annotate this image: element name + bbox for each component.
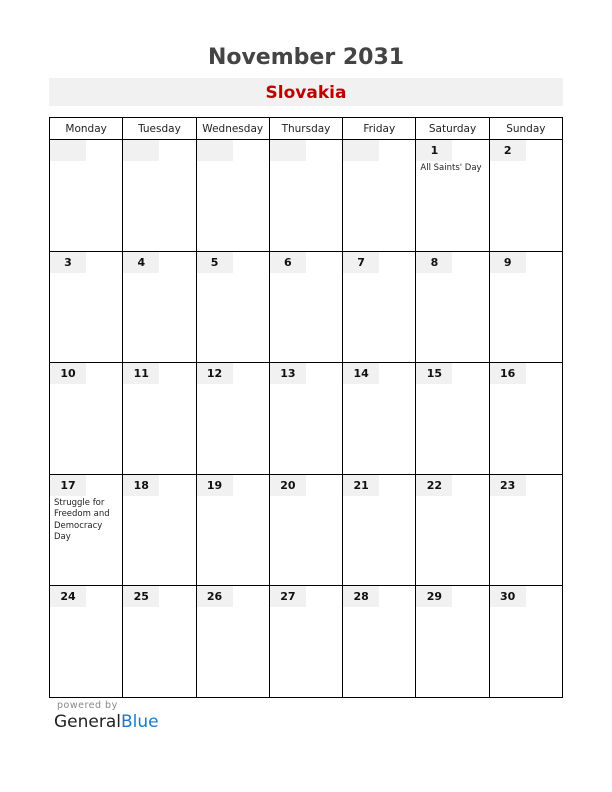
day-number: [197, 140, 233, 161]
day-cell: [416, 363, 489, 475]
day-cell: [123, 586, 196, 698]
day-cell: [123, 140, 196, 252]
week-row: [50, 474, 563, 586]
day-number: 4: [123, 252, 159, 273]
day-cell: [196, 586, 269, 698]
calendar-grid: [49, 117, 563, 698]
country-banner: Slovakia: [49, 78, 563, 106]
powered-by-label: powered by: [57, 700, 118, 711]
day-cell: [269, 140, 342, 252]
day-cell: [269, 251, 342, 363]
weekday-header: Monday: [50, 118, 123, 140]
day-cell: [416, 140, 489, 252]
day-cell: [343, 140, 416, 252]
day-number: 11: [123, 363, 159, 384]
day-number: 22: [416, 475, 452, 496]
day-number: [50, 140, 86, 161]
week-row: [50, 251, 563, 363]
day-number: 28: [343, 586, 379, 607]
day-number: 18: [123, 475, 159, 496]
day-cell: [489, 251, 562, 363]
day-number: 7: [343, 252, 379, 273]
day-number: 2: [490, 140, 526, 161]
day-number: 26: [197, 586, 233, 607]
day-cell: [343, 586, 416, 698]
holiday-label: Struggle for Freedom and Democracy Day: [54, 497, 110, 542]
day-number: 21: [343, 475, 379, 496]
day-cell: [50, 140, 123, 252]
day-number: [343, 140, 379, 161]
weekday-header: Thursday: [269, 118, 342, 140]
day-number: 23: [490, 475, 526, 496]
day-number: [270, 140, 306, 161]
day-cell: [269, 474, 342, 586]
day-cell: [343, 363, 416, 475]
weekday-header: Tuesday: [123, 118, 196, 140]
day-cell: [269, 586, 342, 698]
day-number: 29: [416, 586, 452, 607]
day-number: 17: [50, 475, 86, 496]
day-number: 1: [416, 140, 452, 161]
day-number: [123, 140, 159, 161]
day-cell: [196, 140, 269, 252]
week-row: [50, 140, 563, 252]
brand-blue: Blue: [121, 712, 159, 732]
day-cell: [196, 363, 269, 475]
day-number: 19: [197, 475, 233, 496]
day-cell: [416, 586, 489, 698]
day-cell: [489, 586, 562, 698]
weekday-header: Wednesday: [196, 118, 269, 140]
day-number: 30: [490, 586, 526, 607]
day-number: 8: [416, 252, 452, 273]
day-number: 25: [123, 586, 159, 607]
day-number: 15: [416, 363, 452, 384]
weekday-header-row: [50, 118, 563, 140]
day-cell: [416, 251, 489, 363]
day-number: 13: [270, 363, 306, 384]
holiday-label: All Saints' Day: [420, 163, 482, 173]
day-cell: [269, 363, 342, 475]
page-title: November 2031: [207, 45, 405, 70]
day-number: 20: [270, 475, 306, 496]
day-cell: [416, 474, 489, 586]
day-cell: [489, 474, 562, 586]
day-cell: [196, 474, 269, 586]
day-cell: [489, 363, 562, 475]
day-cell: [50, 474, 123, 586]
day-cell: [489, 140, 562, 252]
day-cell: [343, 474, 416, 586]
day-number: 5: [197, 252, 233, 273]
weekday-header: Sunday: [489, 118, 562, 140]
day-number: 24: [50, 586, 86, 607]
brand-general: General: [54, 712, 121, 732]
day-number: 12: [197, 363, 233, 384]
day-cell: [343, 251, 416, 363]
weekday-header: Saturday: [416, 118, 489, 140]
generalblue-logo: [54, 712, 159, 732]
weekday-header: Friday: [343, 118, 416, 140]
day-number: 16: [490, 363, 526, 384]
day-number: 3: [50, 252, 86, 273]
day-number: 9: [490, 252, 526, 273]
day-number: 14: [343, 363, 379, 384]
day-cell: [123, 363, 196, 475]
day-cell: [50, 363, 123, 475]
day-number: 6: [270, 252, 306, 273]
day-cell: [50, 586, 123, 698]
day-cell: [123, 474, 196, 586]
week-row: [50, 363, 563, 475]
day-number: 10: [50, 363, 86, 384]
day-number: 27: [270, 586, 306, 607]
day-cell: [123, 251, 196, 363]
day-cell: [196, 251, 269, 363]
day-cell: [50, 251, 123, 363]
week-row: [50, 586, 563, 698]
